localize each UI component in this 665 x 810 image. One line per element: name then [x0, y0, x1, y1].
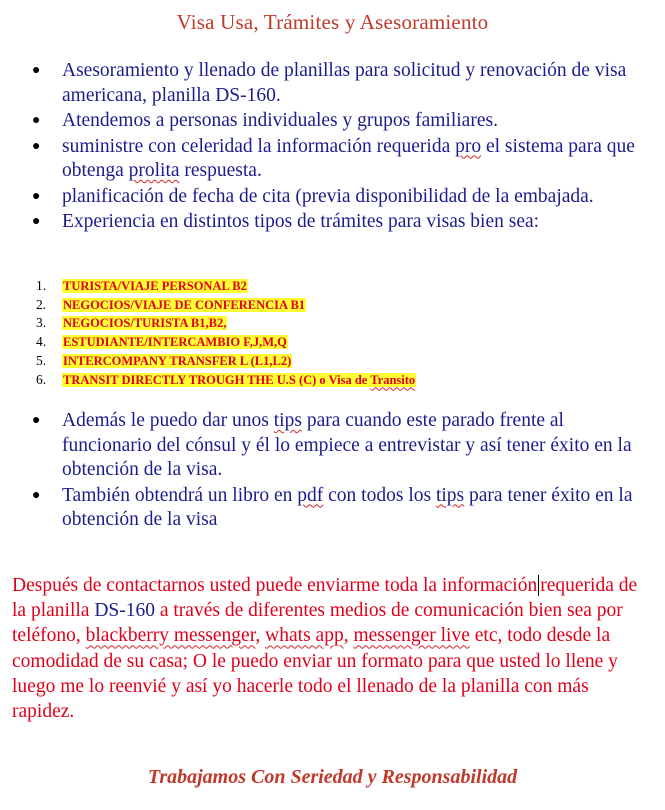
- misspelled-word: messenger live: [353, 625, 470, 647]
- list-item: [30, 409, 642, 483]
- list-item: [30, 59, 642, 108]
- misspelled-word: prolita: [128, 160, 180, 181]
- extra-text: Además le puedo dar unos: [62, 410, 274, 431]
- visa-type-label-text: TRANSIT DIRECTLY TROUGH THE U.S (C) o Visa de: [63, 372, 371, 387]
- visa-type-item: [36, 371, 416, 390]
- visa-type-item: [36, 296, 416, 315]
- misspelled-word: pdf: [297, 484, 324, 506]
- bullet-icon: ●: [32, 188, 41, 204]
- visa-type-label: NEGOCIOS/VIAJE DE CONFERENCIA B1: [63, 297, 306, 312]
- paragraph-text: ,: [255, 625, 266, 647]
- form-code: DS-160: [94, 600, 155, 622]
- item-number: 4.: [36, 334, 47, 350]
- item-number: 3.: [36, 315, 47, 331]
- paragraph-text: Después de contactarnos usted puede enviarme toda la información: [12, 575, 538, 596]
- bullet-icon: ●: [32, 214, 41, 229]
- misspelled-word: whats app: [265, 625, 344, 647]
- service-text: Experiencia en distintos tipos de trámites para visas bien sea:: [62, 211, 540, 232]
- visa-type-label: TURISTA/VIAJE PERSONAL B2: [63, 279, 247, 293]
- visa-type-item: [36, 277, 416, 296]
- bullet-icon: ●: [32, 63, 41, 78]
- bullet-icon: ●: [32, 413, 41, 428]
- visa-type-label: [62, 373, 416, 387]
- extra-text: para cuando este parado frente al funcionario del cónsul y él lo empiece a entrevistar y así tener éxito en la obtención de la visa.: [62, 410, 632, 480]
- list-item: [30, 185, 642, 210]
- service-text: planificación de fecha de cita (previa disponibilidad de la embajada.: [62, 185, 594, 207]
- page-title: Visa Usa, Trámites y Asesoramiento: [176, 10, 489, 34]
- item-number: 1.: [36, 278, 47, 293]
- visa-type-item: [36, 352, 416, 371]
- list-item: [30, 135, 642, 184]
- visa-types-list: [36, 277, 416, 389]
- paragraph-text: etc, todo desde la comodidad de su casa; O le puedo enviar un formato para que usted lo llene y luego me lo reenvié y así yo hacerle todo el llenado de la planilla con más rapidez.: [12, 625, 618, 723]
- visa-type-item: [36, 314, 416, 333]
- misspelled-word: Transito: [370, 372, 416, 387]
- contact-paragraph: [12, 573, 647, 724]
- misspelled-word: blackberry messenger: [85, 625, 256, 647]
- footer-slogan: Trabajamos Con Seriedad y Responsabilidad: [147, 766, 518, 788]
- item-number: 6.: [36, 371, 47, 387]
- extra-text: También obtendrá un libro en: [62, 484, 298, 506]
- item-number: 5.: [36, 352, 47, 368]
- list-item: [30, 109, 642, 134]
- service-text: respuesta.: [179, 160, 262, 181]
- bullet-icon: ●: [32, 138, 41, 154]
- paragraph-text: requerida de la planilla: [12, 575, 638, 622]
- service-text: el sistema para que obtenga: [62, 135, 635, 181]
- service-text: suministre con celeridad la información requerida: [62, 135, 456, 157]
- list-item: [30, 210, 642, 235]
- visa-type-label: ESTUDIANTE/INTERCAMBIO F,J,M,Q: [63, 335, 287, 350]
- extras-list: [30, 409, 642, 533]
- service-text: Atendemos a personas individuales y grupos familiares.: [62, 110, 498, 131]
- paragraph-text: ,: [343, 625, 354, 647]
- services-list: [30, 59, 642, 235]
- paragraph-text: a través de diferentes medios de comunicación bien sea por teléfono,: [12, 600, 623, 647]
- list-item: [30, 484, 642, 533]
- misspelled-word: tips: [435, 484, 465, 506]
- visa-type-label: INTERCOMPANY TRANSFER L (L1,L2): [63, 353, 292, 368]
- item-number: 2.: [36, 296, 47, 312]
- service-text: Asesoramiento y llenado de planillas para solicitud y renovación de visa americana, planilla DS-160.: [62, 60, 627, 106]
- extra-text: para tener éxito en la obtención de la visa: [62, 484, 633, 530]
- extra-text: con todos los: [323, 484, 436, 506]
- bullet-icon: ●: [32, 113, 41, 128]
- visa-type-label: NEGOCIOS/TURISTA B1,B2,: [63, 316, 227, 331]
- misspelled-word: tips: [273, 410, 302, 431]
- visa-type-item: [36, 333, 416, 352]
- bullet-icon: ●: [32, 487, 41, 503]
- misspelled-word: pro: [455, 135, 482, 157]
